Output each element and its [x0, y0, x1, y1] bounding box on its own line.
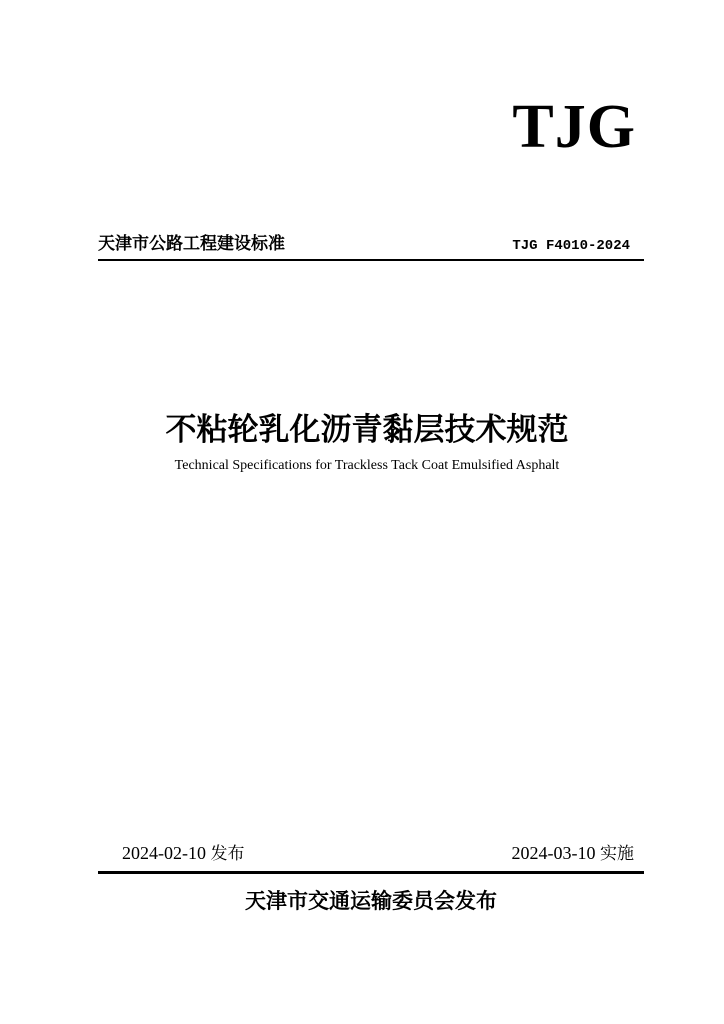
issue-label: 发布: [210, 844, 245, 864]
standard-logo: TJG: [512, 93, 636, 161]
footer-divider: [98, 871, 644, 874]
document-title-en: Technical Specifications for Trackless Tack Coat Emulsified Asphalt: [174, 458, 560, 473]
header-divider: [98, 259, 644, 261]
effective-date: 2024-03-10: [511, 843, 596, 863]
standard-code: TJG F4010-2024: [512, 238, 630, 254]
issue-date: 2024-02-10: [122, 843, 206, 863]
date-row: [122, 839, 634, 864]
issue-date-group: [122, 839, 245, 864]
document-title-cn: 不粘轮乳化沥青黏层技术规范: [165, 412, 569, 448]
effective-label: 实施: [600, 844, 634, 864]
header-row: [98, 224, 644, 254]
publisher: 天津市交通运输委员会发布: [245, 889, 497, 913]
effective-date-group: [512, 839, 635, 864]
series-name: 天津市公路工程建设标准: [98, 234, 285, 254]
